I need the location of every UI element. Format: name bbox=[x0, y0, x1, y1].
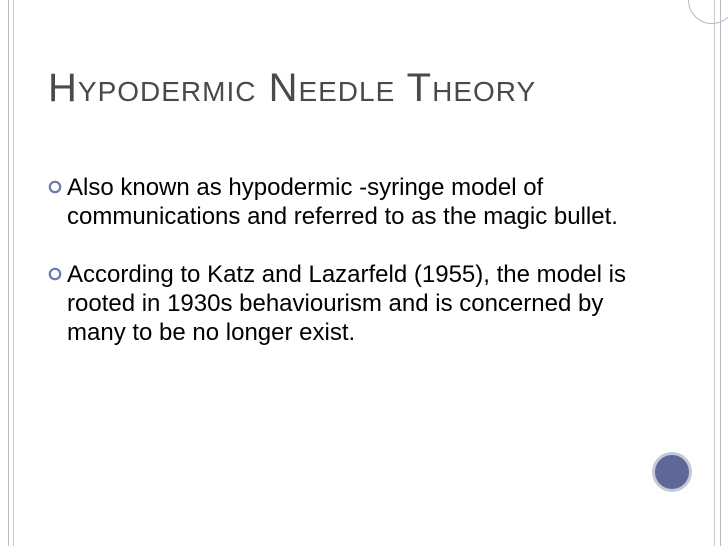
bullet-item bbox=[48, 173, 648, 231]
circle-bullet-icon bbox=[48, 177, 64, 197]
bullet-item bbox=[48, 260, 648, 347]
right-border-line bbox=[714, 0, 715, 546]
bullet-list bbox=[48, 173, 648, 376]
right-border-line bbox=[720, 0, 721, 546]
bullet-text: According to Katz and Lazarfeld (1955), the model is rooted in 1930s behaviourism and is concerned by many to be no longer exist. bbox=[67, 261, 626, 346]
corner-arc-decoration bbox=[688, 0, 728, 24]
left-border-line bbox=[13, 0, 14, 546]
left-border-line bbox=[8, 0, 9, 546]
decorative-orb bbox=[652, 452, 692, 492]
bullet-text: Also known as hypodermic -syringe model of communications and referred to as the magic bullet. bbox=[67, 174, 618, 230]
slide-title: Hypodermic Needle Theory bbox=[48, 66, 537, 110]
circle-bullet-icon bbox=[48, 264, 64, 284]
